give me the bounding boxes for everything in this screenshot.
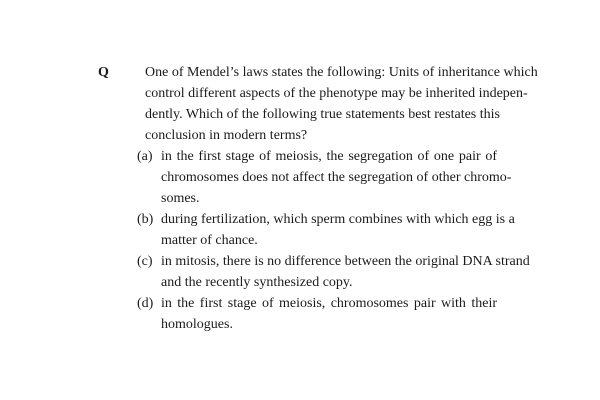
- option-text-line: during fertilization, which sperm combines with which egg is a: [161, 212, 515, 227]
- option-text-line: in the first stage of meiosis, chromosomes pair with their: [161, 296, 497, 311]
- option-b[interactable]: [137, 209, 515, 251]
- option-marker: (a): [137, 149, 153, 164]
- option-text-line: in the first stage of meiosis, the segregation of one pair of: [161, 149, 497, 164]
- option-d[interactable]: [137, 293, 497, 335]
- option-text-line: homologues.: [161, 317, 233, 332]
- option-c[interactable]: [137, 251, 530, 293]
- stem-line: One of Mendel’s laws states the following: Units of inheritance which: [145, 65, 538, 80]
- option-marker: (b): [137, 212, 154, 227]
- question-stem: [145, 62, 538, 146]
- answer-options: [137, 146, 530, 335]
- stem-line: dently. Which of the following true statements best restates this: [145, 107, 500, 122]
- option-text-line: and the recently synthesized copy.: [161, 275, 353, 290]
- option-text-line: chromosomes does not affect the segregation of other chromo-: [161, 170, 512, 185]
- option-text-line: somes.: [161, 191, 200, 206]
- question-label: Q: [98, 65, 109, 80]
- stem-line: conclusion in modern terms?: [145, 128, 308, 143]
- option-text-line: matter of chance.: [161, 233, 258, 248]
- stem-line: control different aspects of the phenotype may be inherited indepen-: [145, 86, 528, 101]
- option-marker: (d): [137, 296, 154, 311]
- option-text-line: in mitosis, there is no difference between the original DNA strand: [161, 254, 530, 269]
- option-marker: (c): [137, 254, 153, 269]
- option-a[interactable]: [137, 146, 512, 209]
